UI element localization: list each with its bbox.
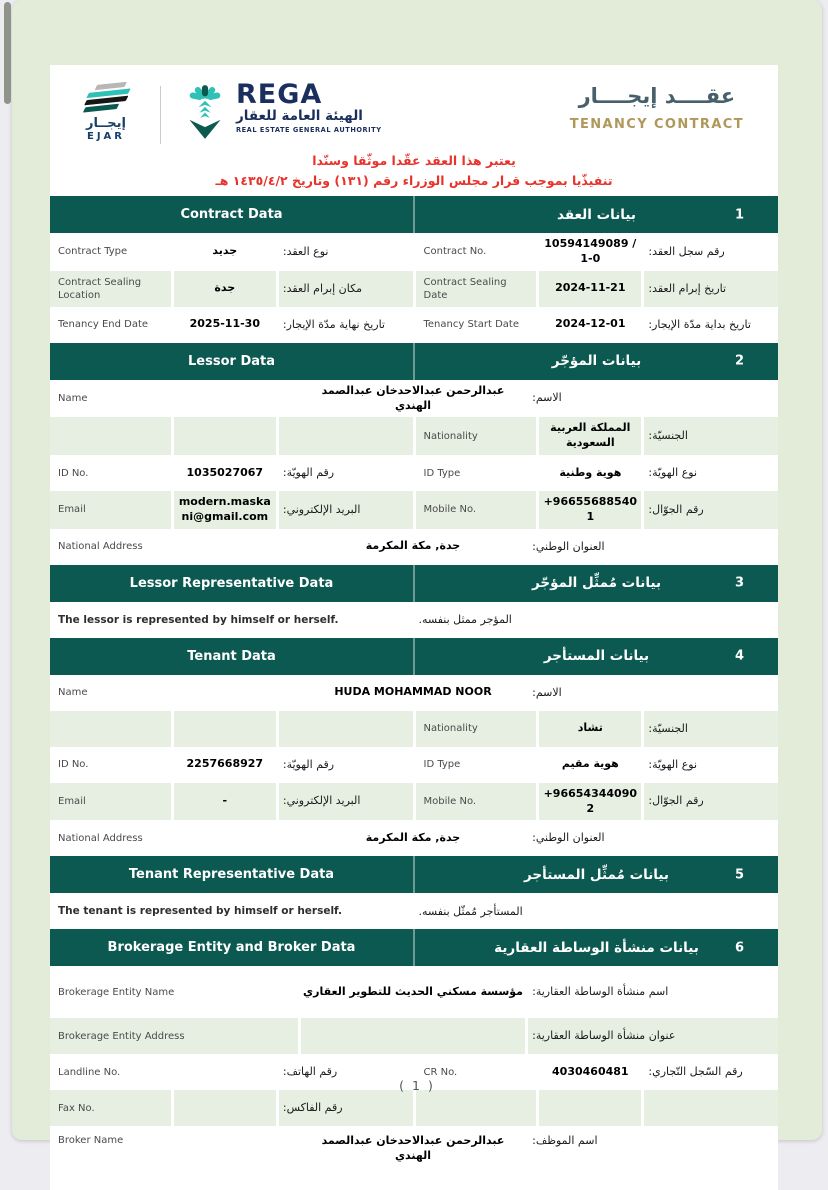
section-title-ar: بيانات العقد [557,206,636,223]
row-label-ar: تاريخ نهاية مدّة الإيجار: [279,307,413,343]
row-label-ar: نوع الهويّة: [644,455,778,491]
section-title-ar: بيانات مُمثِّل المؤجّر [531,575,662,592]
representative-note-en: The tenant is represented by himself or herself. [50,893,412,929]
row-value: +966543440902 [539,783,641,821]
row-label-en: ID No. [50,747,171,783]
row-value: 10594149089 / 1-0 [539,233,641,271]
disclaimer-line-1: يعتبر هذا العقد عقّدا موثّقا وسنّدا [312,153,516,168]
row-value: 2025-11-30 [174,307,276,343]
empty-cell [174,711,276,747]
section-title-ar: بيانات مُمثِّل المستأجر [524,866,669,883]
section-header-left [50,929,413,966]
section-number: 4 [734,648,744,664]
document-header [50,65,778,146]
row-label-ar: العنوان الوطني: [528,820,778,856]
rega-palm-icon [179,82,231,146]
section-3-header [50,565,778,602]
empty-cell [416,1090,537,1126]
row-label-ar: نوع الهويّة: [644,747,778,783]
row-label-en: ID Type [416,455,537,491]
table-row [50,711,778,747]
row-value: مؤسسة مسكني الحديث للتطوير العقاري [301,966,525,1018]
row-label-en: CR No. [416,1054,537,1090]
section-number: 3 [734,575,744,591]
section-number: 5 [734,867,744,883]
contract-content [50,65,778,1190]
row-half-left [50,307,413,343]
row-label-en: Email [50,491,171,529]
empty-cell [50,711,171,747]
row-label-ar: الجنسيّة: [644,417,778,455]
section-title-en: Tenant Data [187,648,276,664]
row-label-en: Fax No. [50,1090,171,1126]
section-header-left [50,856,413,893]
section-number: 2 [734,353,744,369]
row-label-en: Contract No. [416,233,537,271]
row-half-left [50,491,413,529]
row-value: +966556885401 [539,491,641,529]
row-label-ar: رقم سجل العقد: [644,233,778,271]
row-half-right [416,1090,779,1126]
rega-logo [179,80,382,146]
row-label-en: National Address [50,529,298,565]
row-value: 2024-12-01 [539,307,641,343]
row-half-left [50,783,413,821]
section-title-ar: بيانات منشأة الوساطة العقارية [494,939,699,956]
row-half-right [416,491,779,529]
table-row [50,271,778,307]
empty-cell [279,711,413,747]
section-title-en: Contract Data [180,207,283,222]
row-label-en: Broker Name [50,1126,298,1190]
contract-title-english: TENANCY CONTRACT [569,117,744,132]
row-label-ar: الاسم: [528,675,778,711]
row-label-ar: تاريخ بداية مدّة الإيجار: [644,307,778,343]
row-label-en: Mobile No. [416,783,537,821]
table-row [50,1090,778,1126]
row-label-en: Email [50,783,171,821]
row-value: 1035027067 [174,455,276,491]
row-value: جدة [174,271,276,307]
row-value: هوية وطنية [539,455,641,491]
row-value: عبدالرحمن عبدالاحدخان عبدالصمد الهندي [301,380,525,418]
row-label-en: ID No. [50,455,171,491]
empty-cell [644,1090,778,1126]
row-label-ar: رقم الفاكس: [279,1090,413,1126]
row-value: HUDA MOHAMMAD NOOR [301,675,525,711]
row-label-ar: البريد الإلكتروني: [279,491,413,529]
row-half-left [50,233,413,271]
section-header-right [413,343,778,380]
row-label-ar: رقم الهاتف: [279,1054,413,1090]
section-title-ar: بيانات المؤجّر [551,353,642,370]
row-half-right [416,271,779,307]
row-label-en: Tenancy End Date [50,307,171,343]
row-label-ar: الجنسيّة: [644,711,778,747]
row-label-en: ID Type [416,747,537,783]
table-row [50,417,778,455]
contract-title-block [570,80,764,132]
row-label-ar: البريد الإلكتروني: [279,783,413,821]
row-value: modern.maskani@gmail.com [174,491,276,529]
row-value: جديد [174,233,276,271]
disclaimer-text [50,151,778,191]
row-value: 2257668927 [174,747,276,783]
table-row [50,491,778,529]
section-header-left [50,196,413,233]
row-half-left [50,455,413,491]
table-row [50,820,778,856]
table-row [50,529,778,565]
scrollbar-thumb[interactable] [4,2,11,104]
row-value: 4030460481 [539,1054,641,1090]
ejar-logo-latin: EJAR [87,131,125,142]
row-half-left [50,711,413,747]
row-value [301,1018,525,1054]
row-half-right [416,307,779,343]
row-label-en: Contract Sealing Date [416,271,537,307]
row-label-en: Nationality [416,417,537,455]
row-half-left [50,417,413,455]
ejar-flag-icon [81,82,131,115]
row-label-ar: اسم منشأة الوساطة العقارية: [528,966,778,1018]
row-label-en: Landline No. [50,1054,171,1090]
row-label-ar: الاسم: [528,380,778,418]
row-label-ar: اسم الموظف: [528,1126,778,1190]
row-value: تشاد [539,711,641,747]
page-number: ( 1 ) [399,1078,435,1093]
contract-sections [50,196,778,1190]
row-label-ar: العنوان الوطني: [528,529,778,565]
table-row [50,893,778,929]
empty-cell [539,1090,641,1126]
section-title-ar: بيانات المستأجر [543,648,650,665]
rega-logo-arabic: الهيئة العامة للعقار [236,108,363,124]
table-row [50,783,778,821]
row-value: عبدالرحمن عبدالاحدخان عبدالصمد الهندي [301,1126,525,1190]
table-row [50,1018,778,1054]
section-5-header [50,856,778,893]
pdf-page [12,0,822,1163]
row-label-ar: تاريخ إبرام العقد: [644,271,778,307]
row-label-ar: رقم الجوّال: [644,783,778,821]
row-value: المملكة العربية السعودية [539,417,641,455]
section-header-right [413,196,778,233]
row-half-left [50,1090,413,1126]
section-1-header [50,196,778,233]
table-row [50,455,778,491]
row-label-en: Name [50,675,298,711]
row-half-right [416,711,779,747]
row-label-ar: رقم الهويّة: [279,747,413,783]
section-header-left [50,638,413,675]
table-row [50,747,778,783]
row-value: جدة, مكة المكرمة [301,529,525,565]
row-half-right [416,783,779,821]
section-header-left [50,565,413,602]
rega-logo-latin: REAL ESTATE GENERAL AUTHORITY [236,126,382,134]
row-half-left [50,271,413,307]
row-label-ar: مكان إبرام العقد: [279,271,413,307]
row-label-en: Contract Sealing Location [50,271,171,307]
representative-note-ar: المستأجر مُمثّل بنفسه. [415,893,779,929]
representative-note-en: The lessor is represented by himself or herself. [50,602,412,638]
row-label-ar: رقم الهويّة: [279,455,413,491]
ejar-logo [64,80,148,143]
row-label-ar: رقم الجوّال: [644,491,778,529]
row-label-en: Brokerage Entity Name [50,966,298,1018]
section-title-en: Lessor Representative Data [129,575,334,591]
logo-divider [160,86,161,144]
row-label-ar: رقم السّجل التّجاري: [644,1054,778,1090]
table-row [50,380,778,418]
contract-title-arabic: عقــــد إيجــــار [578,84,736,108]
section-header-right [413,929,778,966]
section-title-en: Lessor Data [188,353,275,369]
row-label-en: Mobile No. [416,491,537,529]
row-half-right [416,455,779,491]
section-header-right [413,638,778,675]
section-2-header [50,343,778,380]
section-title-en: Brokerage Entity and Broker Data [107,940,356,956]
table-row [50,307,778,343]
empty-cell [174,417,276,455]
table-row [50,966,778,1018]
row-half-right [416,747,779,783]
row-label-en: Tenancy Start Date [416,307,537,343]
empty-cell [279,417,413,455]
rega-logo-name: REGA [236,79,323,110]
row-label-ar: عنوان منشأة الوساطة العقارية: [528,1018,778,1054]
row-value: - [174,783,276,821]
row-value: 2024-11-21 [539,271,641,307]
row-value [174,1090,276,1126]
row-label-en: Name [50,380,298,418]
row-half-right [416,417,779,455]
row-value: جدة, مكة المكرمة [301,820,525,856]
row-value: هوية مقيم [539,747,641,783]
row-label-en: Brokerage Entity Address [50,1018,298,1054]
ejar-logo-arabic: إيجــار [86,116,126,131]
representative-note-ar: المؤجر ممثل بنفسه. [415,602,779,638]
section-number: 1 [734,207,744,222]
section-header-right [413,856,778,893]
section-6-header [50,929,778,966]
row-label-en: Nationality [416,711,537,747]
disclaimer-line-2: تنفيذّيا بموجب قرار مجلس الوزراء رقم (١٣١) وتاريخ ١٤٣٥/٤/٢ هـ [215,173,613,188]
table-row [50,675,778,711]
section-header-left [50,343,413,380]
table-row [50,602,778,638]
table-row [50,1126,778,1190]
section-header-right [413,565,778,602]
section-4-header [50,638,778,675]
table-row [50,233,778,271]
section-title-en: Tenant Representative Data [128,867,335,883]
row-label-en: Contract Type [50,233,171,271]
row-half-left [50,747,413,783]
section-number: 6 [734,940,744,956]
empty-cell [50,417,171,455]
row-half-right [416,233,779,271]
row-label-ar: نوع العقد: [279,233,413,271]
row-label-en: National Address [50,820,298,856]
